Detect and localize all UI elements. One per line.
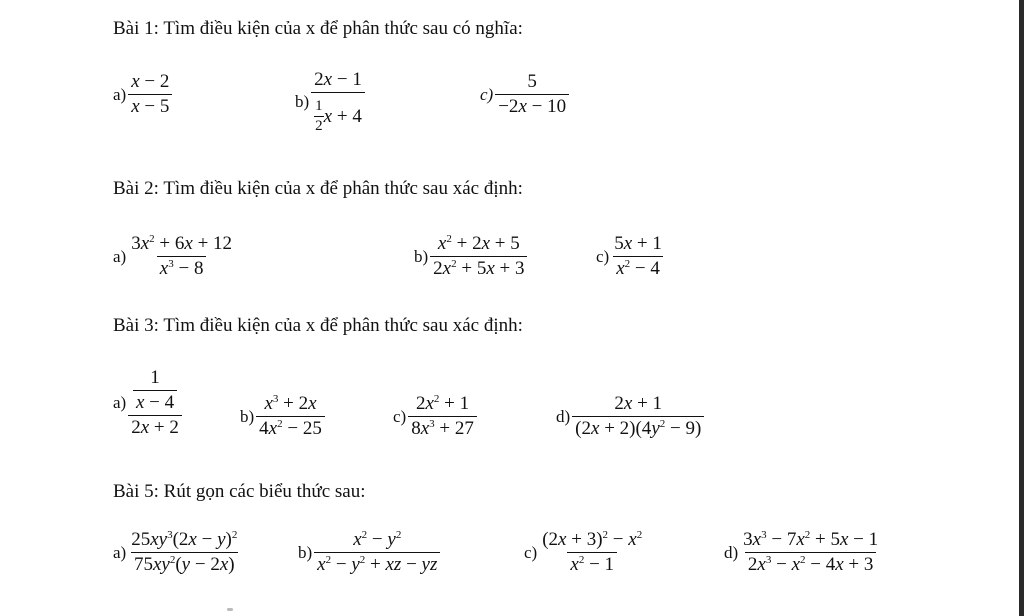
exercise-5-title: Bài 5: Rút gọn các biểu thức sau: bbox=[113, 481, 366, 502]
fraction: $\frac{3x^2 + 6x + 12}{x^3 - 8}$ bbox=[131, 233, 233, 279]
fraction: $\frac{\frac{1}{x - 4}}{2x + 2}$ bbox=[128, 368, 182, 438]
exercise-5d bbox=[724, 530, 881, 575]
fraction: $\frac{x^2 + 2x + 5}{2x^2 + 5x + 3}$ bbox=[430, 234, 527, 279]
exercise-1-title: Bài 1: Tìm điều kiện của x để phân thức sau có nghĩa: bbox=[113, 18, 523, 39]
fraction: $\frac{x - 2}{x - 5}$ bbox=[128, 72, 172, 117]
window-right-edge bbox=[1019, 0, 1024, 616]
exercise-3b bbox=[240, 394, 325, 439]
exercise-3d bbox=[556, 394, 704, 439]
fraction: $\frac{(2x + 3)^2 - x^2}{x^2 - 1}$ bbox=[542, 529, 643, 575]
label-a: a) bbox=[113, 542, 127, 562]
label-b: b) bbox=[414, 246, 429, 266]
label-a: a) bbox=[113, 393, 127, 412]
label-c: c) bbox=[524, 542, 538, 562]
fraction: $\frac{x^3 + 2x}{4x^2 - 25}$ bbox=[256, 394, 325, 439]
exercise-1c bbox=[480, 72, 569, 117]
fraction: $\frac{25xy^3(2x - y)^2}{75xy^2(y - 2x)}$ bbox=[131, 529, 238, 575]
fraction: $\frac{2x + 1}{(2x + 2)(4y^2 - 9)}$ bbox=[572, 394, 704, 439]
label-a: a) bbox=[113, 84, 127, 104]
fraction: $\frac{5}{-2x - 10}$ bbox=[495, 72, 569, 117]
fraction: $\frac{3x^3 - 7x^2 + 5x - 1}{2x^3 - x^2 - 4x + 3}$ bbox=[743, 529, 879, 575]
fraction: 2x − 1 $\frac{1}{2}$ x + 4 bbox=[311, 70, 365, 134]
exercise-5a bbox=[113, 530, 240, 575]
exercise-2b bbox=[414, 234, 527, 279]
label-b: b) bbox=[295, 92, 310, 111]
label-a: a) bbox=[113, 246, 127, 266]
exercise-2a bbox=[113, 234, 235, 279]
exercise-2-title: Bài 2: Tìm điều kiện của x để phân thức sau xác định: bbox=[113, 178, 523, 199]
exercise-1a bbox=[113, 72, 172, 117]
fraction: $\frac{5x + 1}{x^2 - 4}$ bbox=[614, 233, 662, 279]
scan-artifact bbox=[227, 608, 233, 611]
label-b: b) bbox=[240, 406, 255, 426]
label-c: c) bbox=[596, 246, 610, 266]
label-b: b) bbox=[298, 542, 313, 562]
exercise-3-title: Bài 3: Tìm điều kiện của x để phân thức sau xác định: bbox=[113, 315, 523, 336]
fraction: $\frac{2x^2 + 1}{8x^3 + 27}$ bbox=[408, 394, 477, 439]
label-c: c) bbox=[480, 84, 494, 104]
label-d: d) bbox=[724, 542, 739, 562]
exercise-3a bbox=[113, 368, 182, 438]
label-c: c) bbox=[393, 406, 407, 426]
exercise-2c bbox=[596, 234, 665, 279]
exercise-3c bbox=[393, 394, 477, 439]
label-d: d) bbox=[556, 406, 571, 426]
exercise-1b bbox=[295, 70, 365, 134]
fraction: $\frac{x^2 - y^2}{x^2 - y^2 + xz - yz}$ bbox=[314, 530, 440, 575]
exercise-5c bbox=[524, 530, 645, 575]
exercise-5b bbox=[298, 530, 440, 575]
